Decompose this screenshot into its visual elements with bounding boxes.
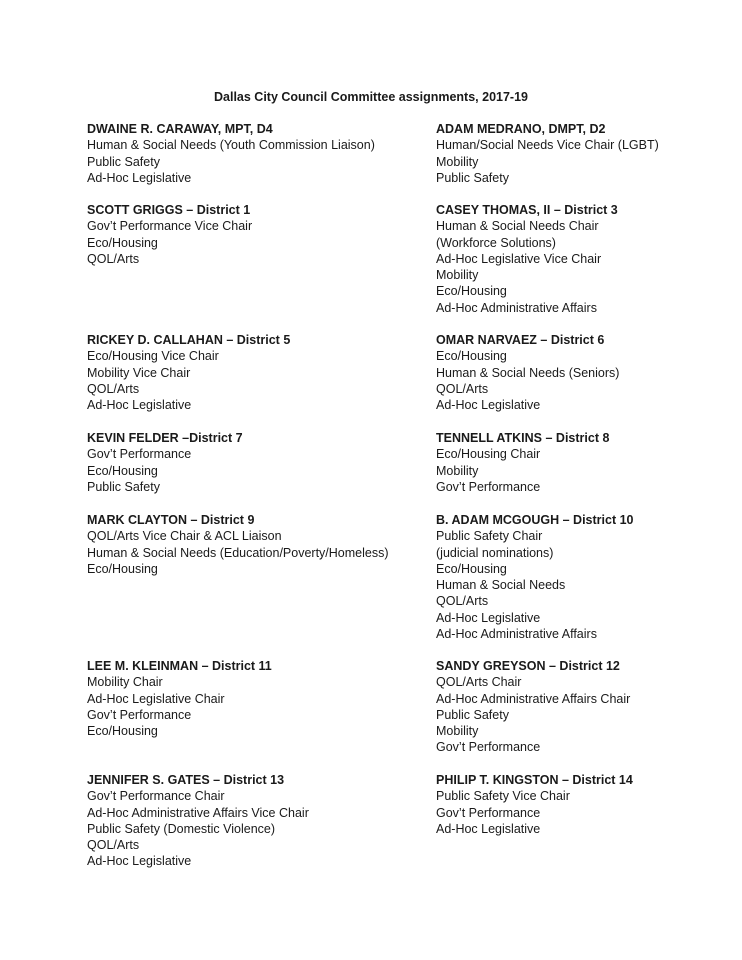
- committee-assignment: Gov’t Performance: [436, 479, 541, 494]
- committee-assignment: Human & Social Needs: [436, 578, 566, 593]
- committee-assignment: (Workforce Solutions): [436, 235, 556, 250]
- committee-assignment: (judicial nominations): [436, 545, 554, 560]
- committee-assignment: Ad-Hoc Legislative: [87, 854, 192, 869]
- committee-assignment: QOL/Arts: [436, 381, 489, 396]
- committee-list: [436, 674, 630, 755]
- committee-assignment: Eco/Housing: [436, 349, 507, 364]
- committee-list: [436, 528, 633, 642]
- committee-assignment: QOL/Arts: [87, 381, 140, 396]
- member-name: B. ADAM MCGOUGH – District 10: [436, 513, 634, 527]
- committee-list: [436, 348, 619, 413]
- committee-assignment: QOL/Arts Vice Chair & ACL Liaison: [87, 529, 282, 544]
- committee-assignment: QOL/Arts: [87, 251, 140, 266]
- committee-list: [87, 528, 389, 577]
- committee-list: [436, 218, 618, 316]
- committee-assignment: QOL/Arts: [87, 838, 140, 853]
- committee-assignment: Mobility Chair: [87, 675, 163, 690]
- committee-assignment: Mobility: [436, 724, 479, 739]
- committee-assignment: Ad-Hoc Legislative: [436, 821, 541, 836]
- committee-assignment: Gov’t Performance: [436, 805, 541, 820]
- committee-assignment: Eco/Housing: [87, 463, 158, 478]
- committee-assignment: Human & Social Needs (Youth Commission Liaison): [87, 138, 375, 153]
- member-name: DWAINE R. CARAWAY, MPT, D4: [87, 122, 273, 136]
- committee-list: [87, 137, 375, 186]
- committee-assignment: Eco/Housing: [87, 724, 158, 739]
- member-name: KEVIN FELDER –District 7: [87, 431, 243, 445]
- member-name: RICKEY D. CALLAHAN – District 5: [87, 333, 291, 347]
- committee-list: [87, 674, 272, 739]
- committee-assignment: Human/Social Needs Vice Chair (LGBT): [436, 138, 659, 153]
- member-block: [436, 658, 630, 756]
- committee-assignment: Public Safety: [436, 707, 509, 722]
- committee-assignment: Eco/Housing: [87, 235, 158, 250]
- committee-assignment: Eco/Housing: [436, 561, 507, 576]
- committee-list: [87, 348, 290, 413]
- member-block: [87, 202, 252, 267]
- member-block: [87, 430, 243, 495]
- committee-assignment: Gov’t Performance: [87, 447, 192, 462]
- member-name: PHILIP T. KINGSTON – District 14: [436, 773, 633, 787]
- member-name: ADAM MEDRANO, DMPT, D2: [436, 122, 606, 136]
- committee-list: [87, 788, 309, 869]
- committee-assignment: Public Safety: [87, 154, 160, 169]
- committee-assignment: Ad-Hoc Legislative Chair: [87, 691, 225, 706]
- committee-assignment: Ad-Hoc Administrative Affairs: [436, 300, 597, 315]
- member-name: JENNIFER S. GATES – District 13: [87, 773, 285, 787]
- committee-assignment: Public Safety Chair: [436, 529, 543, 544]
- member-name: SCOTT GRIGGS – District 1: [87, 203, 251, 217]
- member-name: OMAR NARVAEZ – District 6: [436, 333, 605, 347]
- committee-assignment: Public Safety: [87, 479, 160, 494]
- committee-assignment: Gov’t Performance Chair: [87, 789, 225, 804]
- committee-list: [436, 137, 659, 186]
- committee-assignment: Ad-Hoc Administrative Affairs Vice Chair: [87, 805, 309, 820]
- committee-assignment: Mobility: [436, 463, 479, 478]
- committee-list: [87, 218, 252, 267]
- committee-assignment: QOL/Arts Chair: [436, 675, 522, 690]
- committee-assignment: Public Safety Vice Chair: [436, 789, 570, 804]
- member-name: MARK CLAYTON – District 9: [87, 513, 255, 527]
- committee-assignment: Mobility: [436, 154, 479, 169]
- committee-assignment: Ad-Hoc Legislative: [436, 398, 541, 413]
- member-block: [436, 332, 619, 413]
- committee-assignment: QOL/Arts: [436, 594, 489, 609]
- committee-assignment: Ad-Hoc Legislative: [436, 610, 541, 625]
- committee-list: [436, 446, 609, 495]
- member-block: [436, 121, 659, 186]
- committee-list: [87, 446, 243, 495]
- committee-assignment: Gov’t Performance Vice Chair: [87, 219, 253, 234]
- committee-assignment: Ad-Hoc Administrative Affairs: [436, 627, 597, 642]
- member-name: LEE M. KLEINMAN – District 11: [87, 659, 272, 673]
- committee-assignment: Mobility Vice Chair: [87, 365, 191, 380]
- committee-assignment: Eco/Housing Chair: [436, 447, 541, 462]
- committee-assignment: Human & Social Needs (Education/Poverty/Homeless): [87, 545, 389, 560]
- committee-assignment: Public Safety (Domestic Violence): [87, 821, 276, 836]
- committee-assignment: Eco/Housing: [87, 561, 158, 576]
- member-name: TENNELL ATKINS – District 8: [436, 431, 610, 445]
- committee-assignment: Gov’t Performance: [436, 740, 541, 755]
- committee-assignment: Gov’t Performance: [87, 707, 192, 722]
- member-block: [436, 772, 633, 837]
- committee-assignment: Mobility: [436, 268, 479, 283]
- committee-assignment: Human & Social Needs (Seniors): [436, 365, 620, 380]
- member-name: SANDY GREYSON – District 12: [436, 659, 620, 673]
- member-block: [436, 430, 609, 495]
- committee-assignment: Ad-Hoc Legislative Vice Chair: [436, 251, 602, 266]
- committee-assignment: Eco/Housing: [436, 284, 507, 299]
- committee-list: [436, 788, 633, 837]
- committee-assignment: Ad-Hoc Legislative: [87, 170, 192, 185]
- committee-assignment: Human & Social Needs Chair: [436, 219, 599, 234]
- committee-assignment: Eco/Housing Vice Chair: [87, 349, 219, 364]
- member-block: [436, 202, 618, 316]
- member-block: [87, 512, 389, 577]
- document-title: Dallas City Council Committee assignments, 2017-19: [214, 90, 528, 104]
- committee-assignment: Ad-Hoc Administrative Affairs Chair: [436, 691, 631, 706]
- committee-assignment: Ad-Hoc Legislative: [87, 398, 192, 413]
- member-block: [87, 658, 272, 739]
- member-block: [87, 772, 309, 870]
- member-block: [87, 121, 375, 186]
- member-block: [87, 332, 290, 413]
- committee-assignment: Public Safety: [436, 170, 509, 185]
- member-name: CASEY THOMAS, II – District 3: [436, 203, 618, 217]
- member-block: [436, 512, 633, 642]
